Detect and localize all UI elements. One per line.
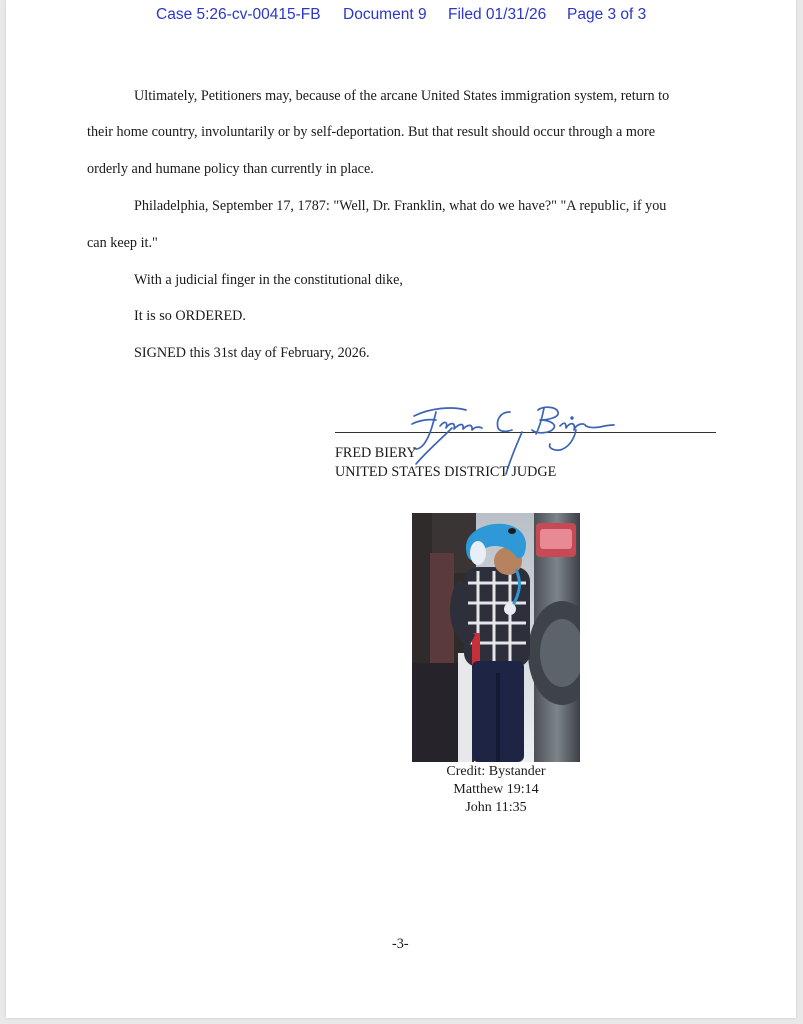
paragraph-1-line-3: orderly and humane policy than currently in place. <box>87 161 374 177</box>
scripture-reference-2: John 11:35 <box>465 800 527 815</box>
photo-credit: Credit: Bystander <box>446 764 546 779</box>
judge-name: FRED BIERY <box>335 445 417 461</box>
page-number: -3- <box>392 936 409 952</box>
page-indicator: Page 3 of 3 <box>567 6 647 23</box>
signed-date: SIGNED this 31st day of February, 2026. <box>134 345 370 361</box>
judge-title: UNITED STATES DISTRICT JUDGE <box>335 464 557 480</box>
document-page <box>6 0 796 1018</box>
case-number: Case 5:26-cv-00415-FB <box>156 6 321 23</box>
document-number: Document 9 <box>343 6 427 23</box>
photo-illustration <box>412 513 580 762</box>
child-photo <box>412 513 580 762</box>
order-statement: It is so ORDERED. <box>134 308 246 324</box>
paragraph-2-line-1: Philadelphia, September 17, 1787: "Well, Dr. Franklin, what do we have?" "A republic, if you <box>134 198 667 214</box>
filed-date: Filed 01/31/26 <box>448 6 547 23</box>
scripture-reference-1: Matthew 19:14 <box>453 782 539 797</box>
paragraph-1-line-1: Ultimately, Petitioners may, because of the arcane United States immigration system, return to <box>134 88 670 104</box>
paragraph-1-line-2: their home country, involuntarily or by self-deportation. But that result should occur through a more <box>87 124 656 140</box>
paragraph-3: With a judicial finger in the constitutional dike, <box>134 272 403 288</box>
paragraph-2-line-2: can keep it." <box>87 235 158 251</box>
